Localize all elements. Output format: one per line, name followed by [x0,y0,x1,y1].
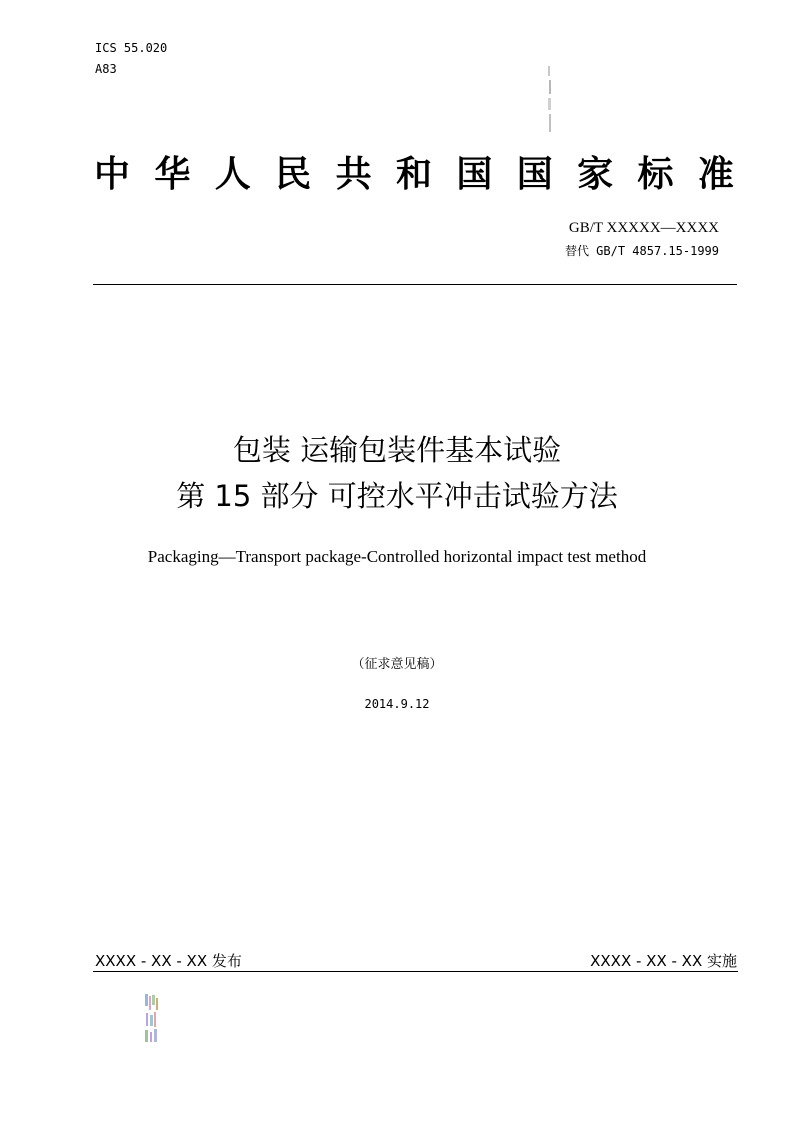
draft-date: 2014.9.12 [364,697,430,711]
standard-number: GB/T XXXXX—XXXX [568,220,719,236]
heading-char: 民 [275,154,312,194]
document-title-line1: 包装 运输包装件基本试验 [232,433,562,467]
header-divider [93,284,737,285]
heading-char: 国 [516,154,553,194]
standard-type-heading [94,150,734,198]
heading-char: 人 [214,154,251,194]
heading-char: 共 [335,154,372,194]
heading-char: 标 [637,154,674,194]
issue-date: XXXX - XX - XX 发布 [95,952,242,970]
heading-char: 家 [577,154,614,194]
english-title: Packaging—Transport package-Controlled horizontal impact test method [147,547,647,566]
heading-char: 华 [154,154,191,194]
heading-char: 准 [697,154,734,194]
ics-code: ICS 55.020 [95,41,168,55]
heading-char: 中 [94,154,131,194]
implementation-date: XXXX - XX - XX 实施 [590,952,737,970]
scan-artifact-mark [143,993,161,1045]
draft-status: （征求意见稿） [351,656,443,671]
document-title-line2: 第 15 部分 可控水平冲击试验方法 [176,479,618,513]
heading-char: 和 [395,154,432,194]
heading-char: 国 [456,154,493,194]
scan-artifact-mark [547,64,553,136]
footer-divider [93,971,738,972]
replaces-standard: 替代 GB/T 4857.15-1999 [564,244,719,258]
classification-code: A83 [95,62,117,76]
